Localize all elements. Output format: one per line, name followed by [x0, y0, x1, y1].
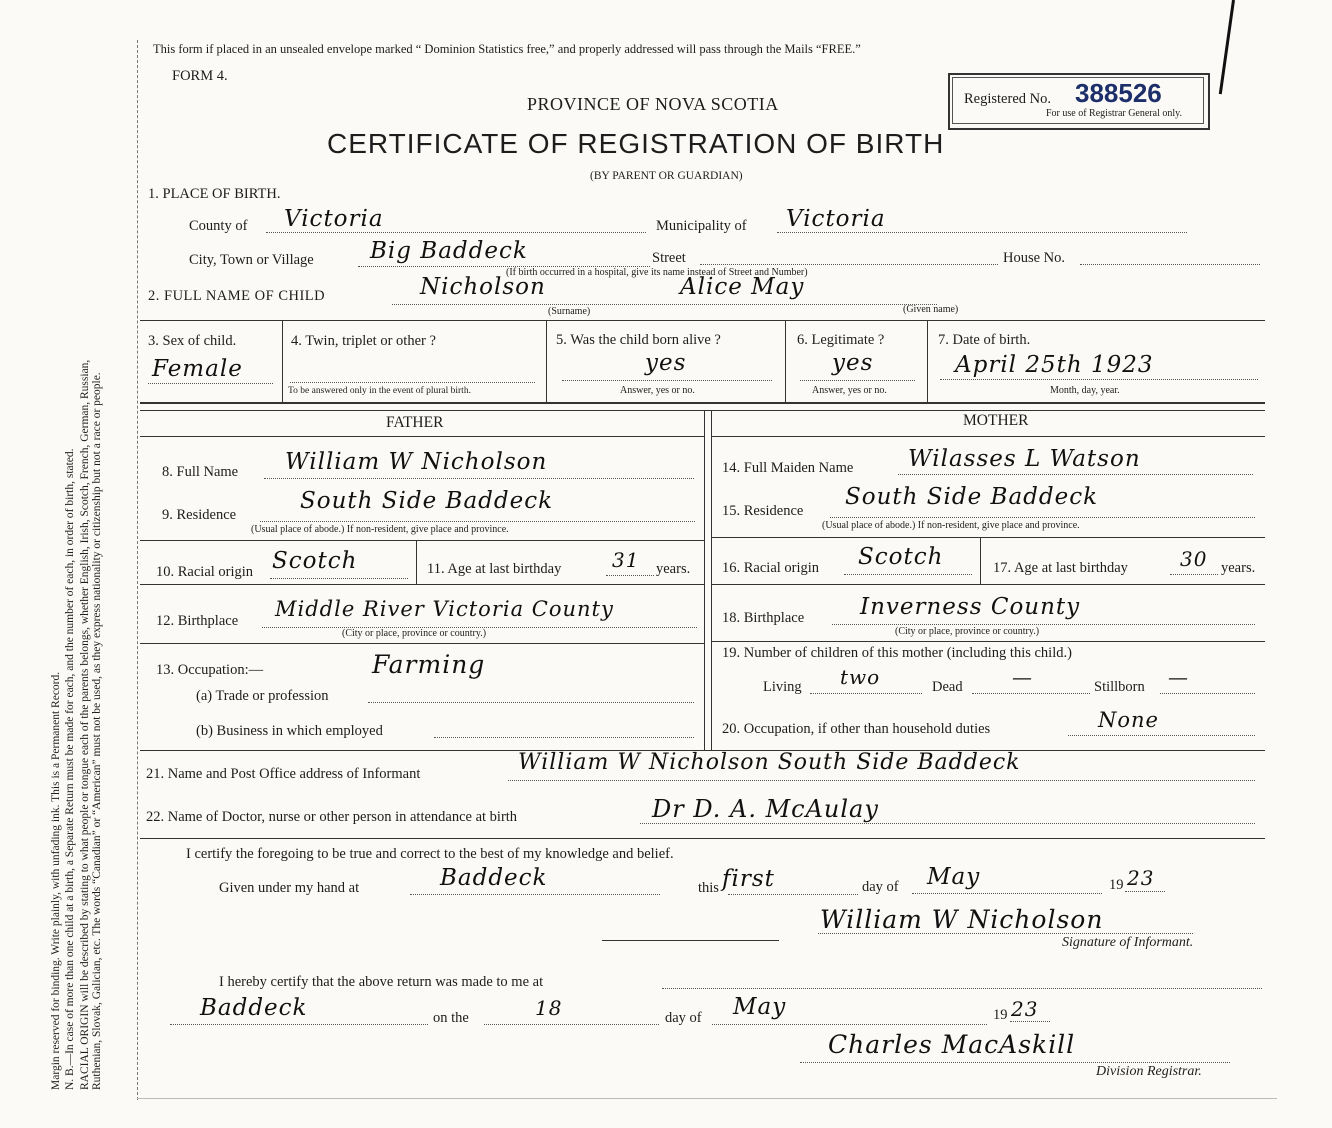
registrar-signature: Charles MacAskill: [828, 1030, 1076, 1059]
municipality-value: Victoria: [786, 206, 886, 232]
mail-notice: This form if placed in an unsealed envelope marked “ Dominion Statistics free,” and properly addressed will pass through the Mails “FREE.”: [153, 42, 861, 56]
margin-note-1: Margin reserved for binding. Write plainly, with unfading ink. This is a Permanent Record.: [50, 671, 62, 1090]
dob-note: Month, day, year.: [1050, 385, 1120, 396]
margin-note-4: Ruthenian, Slovak, Galician, etc. The words “Canadian” or “American” must not be used, as they express nationality or citizenship but not a race or people.: [91, 372, 104, 1090]
father-residence-value: South Side Baddeck: [300, 488, 554, 514]
father-birthplace-note: (City or place, province or country.): [342, 628, 487, 639]
father-heading: FATHER: [386, 414, 444, 431]
given-under-label: Given under my hand at: [219, 880, 360, 896]
city-value: Big Baddeck: [370, 238, 528, 264]
father-trade-label: (a) Trade or profession: [196, 688, 329, 704]
registrar-year-value: 23: [1011, 997, 1039, 1021]
mother-residence-note: (Usual place of abode.) If non-resident, give place and province.: [822, 520, 1080, 531]
mother-stillborn-value: —: [1168, 665, 1189, 689]
father-age-label: 11. Age at last birthday: [427, 561, 562, 577]
mother-dead-value: —: [1012, 665, 1033, 689]
legitimate-note: Answer, yes or no.: [812, 385, 887, 396]
mother-living-value: two: [840, 665, 881, 689]
mother-name-label: 14. Full Maiden Name: [722, 460, 854, 476]
mother-racial-value: Scotch: [858, 544, 944, 570]
certify-month-value: May: [927, 864, 981, 890]
father-residence-note: (Usual place of abode.) If non-resident, give place and province.: [251, 524, 509, 535]
street-label: Street: [652, 250, 686, 266]
doctor-label: 22. Name of Doctor, nurse or other person in attendance at birth: [146, 809, 518, 825]
mother-age-label: 17. Age at last birthday: [993, 560, 1128, 576]
doctor-value: Dr D. A. McAulay: [652, 795, 879, 823]
alive-label: 5. Was the child born alive ?: [556, 332, 721, 348]
certify-statement: I certify the foregoing to be true and correct to the best of my knowledge and belief.: [186, 846, 674, 862]
father-age-unit: years.: [656, 561, 691, 577]
twin-note: To be answered only in the event of plural birth.: [288, 386, 471, 396]
certify-this-label: this: [698, 880, 719, 896]
registrar-year-prefix: 19: [993, 1007, 1008, 1023]
given-name-note: (Given name): [903, 304, 959, 315]
father-age-value: 31: [612, 548, 640, 572]
father-residence-label: 9. Residence: [162, 507, 237, 523]
mother-occupation-value: None: [1098, 708, 1159, 732]
legitimate-value: yes: [832, 350, 874, 376]
father-occupation-value: Farming: [372, 650, 486, 679]
county-value: Victoria: [284, 206, 384, 232]
child-surname-value: Nicholson: [420, 274, 546, 300]
informant-signature-label: Signature of Informant.: [1062, 935, 1194, 950]
municipality-label: Municipality of: [656, 218, 747, 234]
sex-value: Female: [152, 356, 243, 382]
mother-age-unit: years.: [1221, 560, 1256, 576]
certify-place-value: Baddeck: [440, 865, 548, 891]
dob-label: 7. Date of birth.: [938, 332, 1031, 348]
corner-pen-mark: [1219, 0, 1235, 94]
place-of-birth-heading: 1. PLACE OF BIRTH.: [148, 186, 281, 202]
margin-note-2: N. B.—In case of more than one child at a birth, a Separate Return must be made for each, and the number of each, in order of birth, stated.: [64, 448, 77, 1090]
dob-value: April 25th 1923: [955, 352, 1154, 378]
father-name-value: William W Nicholson: [285, 449, 548, 475]
form-number: FORM 4.: [172, 68, 228, 84]
registrar-statement: I hereby certify that the above return was made to me at: [219, 974, 544, 990]
mother-children-label: 19. Number of children of this mother (including this child.): [722, 645, 1072, 661]
margin-note-3: RACIAL ORIGIN will be described by stating to what people or tongue each of the parents belongs, whether English, Irish, Scotch, French, German, Russian,: [78, 359, 91, 1090]
mother-occupation-label: 20. Occupation, if other than household duties: [722, 721, 991, 737]
child-name-label: 2. FULL NAME OF CHILD: [148, 288, 326, 304]
county-label: County of: [189, 218, 248, 234]
form-border-bottom: [137, 1098, 1277, 1099]
certify-year-value: 23: [1127, 866, 1155, 890]
mother-name-value: Wilasses L Watson: [908, 446, 1141, 472]
house-number-label: House No.: [1003, 250, 1066, 266]
province-heading: PROVINCE OF NOVA SCOTIA: [527, 94, 779, 114]
mother-birthplace-label: 18. Birthplace: [722, 610, 805, 626]
mother-heading: MOTHER: [963, 412, 1029, 429]
hospital-note: (If birth occurred in a hospital, give its name instead of Street and Number): [506, 267, 808, 278]
father-racial-label: 10. Racial origin: [156, 564, 254, 580]
mother-residence-label: 15. Residence: [722, 503, 804, 519]
father-birthplace-label: 12. Birthplace: [156, 613, 239, 629]
registrar-signature-label: Division Registrar.: [1096, 1064, 1202, 1079]
legitimate-label: 6. Legitimate ?: [797, 332, 885, 348]
mother-birthplace-value: Inverness County: [860, 594, 1081, 620]
registrar-day-value: 18: [535, 996, 563, 1020]
father-occupation-label: 13. Occupation:—: [156, 662, 264, 678]
registered-number: 388526: [1075, 78, 1162, 108]
mother-residence-value: South Side Baddeck: [845, 484, 1099, 510]
mother-age-value: 30: [1180, 547, 1208, 571]
registered-label: Registered No.: [964, 91, 1051, 107]
binding-margin-line: [137, 40, 138, 1100]
father-racial-value: Scotch: [272, 548, 358, 574]
mother-birthplace-note: (City or place, province or country.): [895, 626, 1040, 637]
mother-dead-label: Dead: [932, 679, 963, 695]
registrar-place-value: Baddeck: [200, 995, 308, 1021]
informant-value: William W Nicholson South Side Baddeck: [518, 750, 1021, 775]
mother-racial-label: 16. Racial origin: [722, 560, 820, 576]
sex-label: 3. Sex of child.: [148, 333, 237, 349]
informant-label: 21. Name and Post Office address of Informant: [146, 766, 421, 782]
child-given-value: Alice May: [680, 274, 805, 300]
registrar-day-of-label: day of: [665, 1010, 702, 1026]
page-subtitle: (BY PARENT OR GUARDIAN): [590, 170, 743, 182]
page-title: CERTIFICATE OF REGISTRATION OF BIRTH: [327, 128, 945, 159]
alive-note: Answer, yes or no.: [620, 385, 695, 396]
margin-instructions: [50, 0, 104, 1090]
informant-signature: William W Nicholson: [820, 905, 1104, 934]
certify-day-of-label: day of: [862, 879, 899, 895]
father-name-label: 8. Full Name: [162, 464, 239, 480]
registrar-month-value: May: [733, 994, 787, 1020]
mother-living-label: Living: [763, 679, 802, 695]
surname-note: (Surname): [548, 306, 591, 317]
father-birthplace-value: Middle River Victoria County: [275, 597, 614, 621]
father-business-label: (b) Business in which employed: [196, 723, 383, 739]
certify-day-value: first: [722, 866, 775, 892]
registrar-note: For use of Registrar General only.: [1046, 108, 1182, 119]
registrar-on-label: on the: [433, 1010, 469, 1026]
certify-year-prefix: 19: [1109, 877, 1124, 893]
city-label: City, Town or Village: [189, 252, 314, 268]
mother-stillborn-label: Stillborn: [1094, 679, 1145, 695]
alive-value: yes: [645, 350, 687, 376]
twin-label: 4. Twin, triplet or other ?: [291, 333, 436, 349]
